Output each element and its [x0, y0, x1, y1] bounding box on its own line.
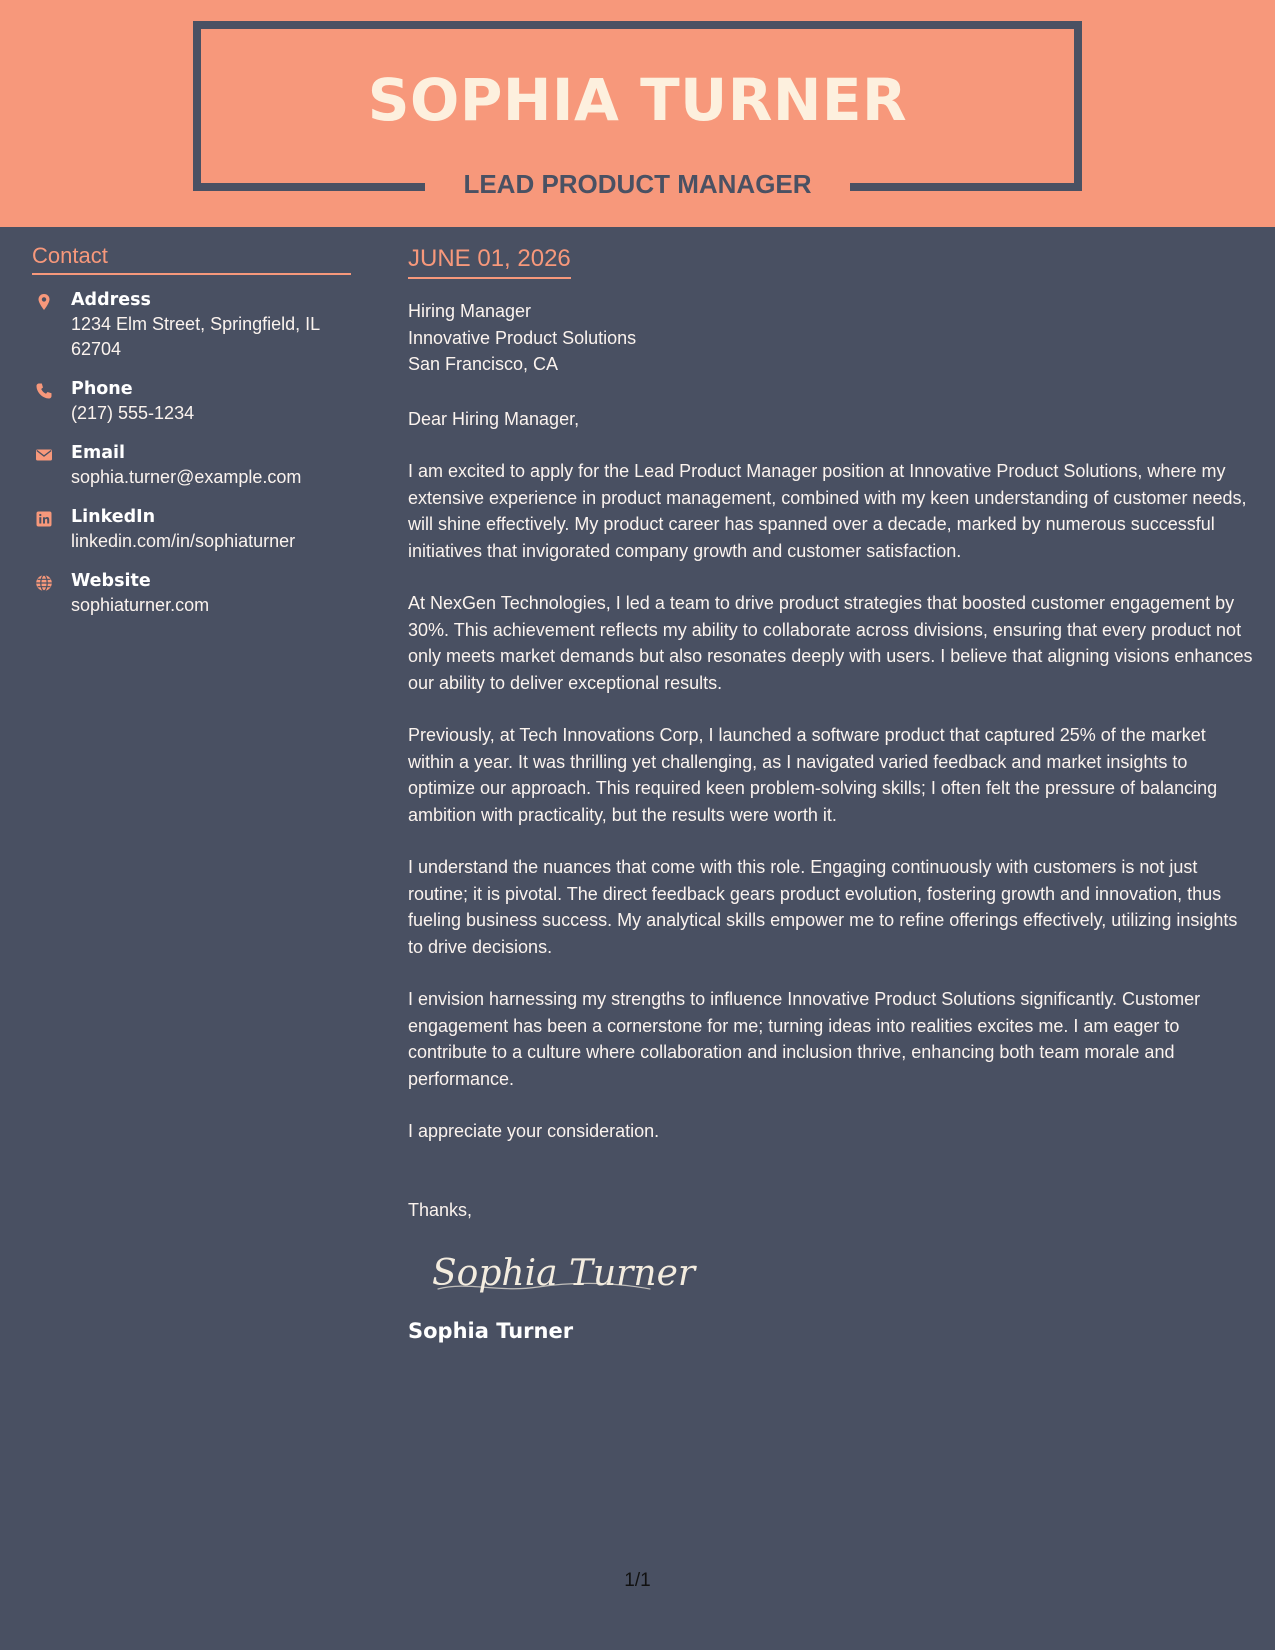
map-pin-icon: [35, 293, 53, 311]
handwritten-signature: [428, 1245, 696, 1303]
linkedin-icon: [35, 510, 53, 528]
recipient-line: Innovative Product Solutions: [408, 327, 637, 348]
recipient-line: Hiring Manager: [408, 301, 532, 321]
contact-value: 1234 Elm Street, Springfield, IL 62704: [71, 314, 320, 359]
contact-value: (217) 555-1234: [71, 403, 195, 423]
contact-value: sophia.turner@example.com: [71, 467, 302, 487]
contact-item-address: [32, 288, 351, 362]
salutation: Dear Hiring Manager,: [408, 408, 580, 429]
letter-paragraph: I am excited to apply for the Lead Product Manager position at Innovative Product Solutions, where my extensive experience in product management, combined with my keen understanding of customer needs, will shine effectively. My product career has spanned over a decade, marked by numerous successful initiatives that invigorated company growth and customer satisfaction.: [408, 461, 1247, 561]
letter-paragraph: I envision harnessing my strengths to influence Innovative Product Solutions significantly. Customer engagement has been a cornerstone for me; turning ideas into realities excites me. I am eager to contribute to a culture where collaboration and inclusion thrive, enhancing both team morale and performance.: [408, 989, 1201, 1089]
phone-icon: [35, 382, 53, 400]
envelope-icon: [35, 446, 53, 464]
job-title: LEAD PRODUCT MANAGER: [463, 169, 812, 199]
contact-label: Email: [71, 443, 125, 463]
closing-line: I appreciate your consideration.: [408, 1121, 660, 1141]
contact-item-phone: [32, 377, 351, 426]
contact-sidebar: [32, 242, 351, 633]
recipient-line: San Francisco, CA: [408, 354, 559, 374]
contact-value: sophiaturner.com: [71, 595, 210, 615]
contact-item-email: [32, 441, 351, 490]
contact-value: linkedin.com/in/sophiaturner: [71, 531, 296, 551]
page-number: 1/1: [624, 1570, 651, 1591]
contact-item-linkedin: [32, 505, 351, 554]
contact-label: Address: [71, 290, 151, 310]
recipient-block: [408, 298, 1253, 378]
signoff: Thanks,: [408, 1199, 473, 1220]
contact-label: LinkedIn: [71, 507, 156, 527]
letter-paragraph: I understand the nuances that come with this role. Engaging continuously with customers is not just routine; it is pivotal. The direct feedback gears product evolution, fostering growth and innovation, thus fueling business success. My analytical skills empower me to refine offerings effectively, utilizing insights to drive decisions.: [408, 857, 1238, 957]
contact-heading: Contact: [32, 242, 351, 275]
letter-paragraph: Previously, at Tech Innovations Corp, I launched a software product that captured 25% of the market within a year. It was thrilling yet challenging, as I navigated varied feedback and market insights to optimize our approach. This required keen problem-solving skills; I often felt the pressure of balancing ambition with practicality, but the results were worth it.: [408, 725, 1218, 825]
contact-label: Phone: [71, 379, 133, 399]
signer-name: Sophia Turner: [408, 1319, 574, 1343]
signature-text: Sophia Turner: [432, 1253, 696, 1294]
header-banner: [0, 0, 1275, 227]
letter-date: JUNE 01, 2026: [408, 243, 571, 279]
globe-icon: [35, 574, 53, 592]
letter-body: [408, 243, 1253, 1345]
applicant-name: SOPHIA TURNER: [367, 66, 908, 134]
letter-paragraph: At NexGen Technologies, I led a team to drive product strategies that boosted customer engagement by 30%. This achievement reflects my ability to collaborate across divisions, ensuring that every product not only meets market demands but also resonates deeply with users. I believe that aligning visions enhances our ability to deliver exceptional results.: [408, 593, 1253, 693]
contact-label: Website: [71, 571, 151, 591]
contact-item-website: [32, 569, 351, 618]
